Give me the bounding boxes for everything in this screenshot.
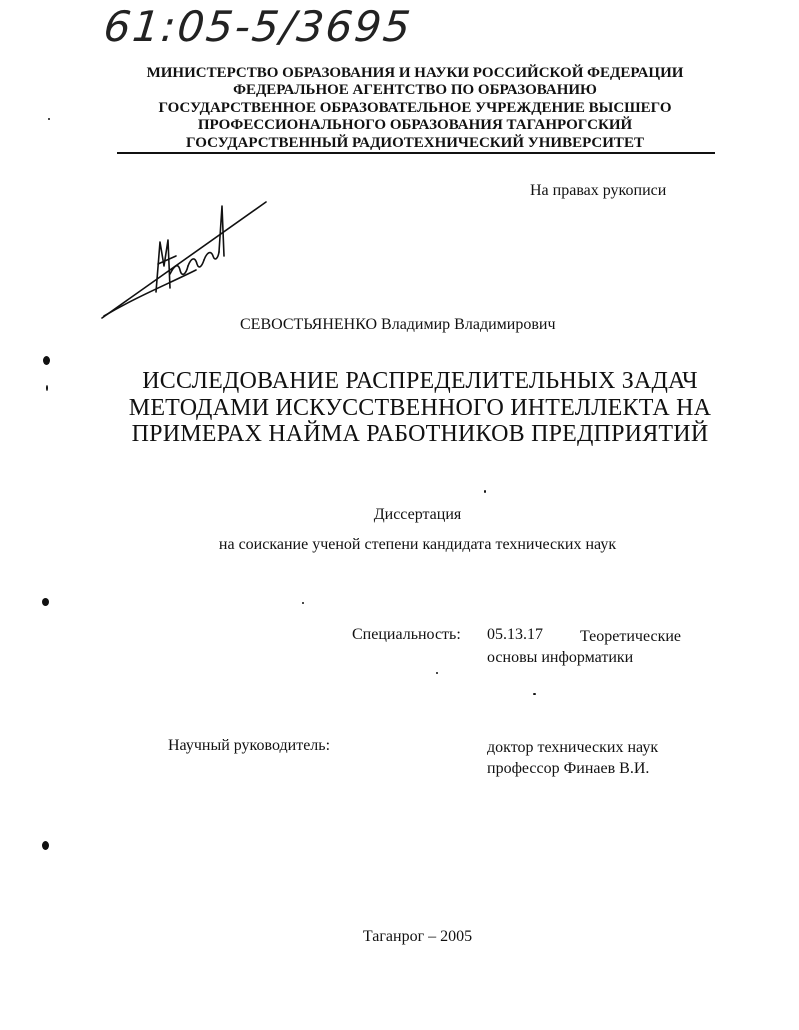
scan-speck bbox=[46, 385, 48, 391]
dissertation-title bbox=[100, 368, 740, 448]
scan-speck bbox=[48, 118, 50, 120]
scan-speck bbox=[42, 841, 49, 850]
scan-speck bbox=[43, 356, 50, 365]
handwritten-catalog-code: 61:05-5/3695 bbox=[101, 2, 415, 51]
ministry-line: ФЕДЕРАЛЬНОЕ АГЕНТСТВО ПО ОБРАЗОВАНИЮ bbox=[233, 82, 597, 99]
ministry-line: ГОСУДАРСТВЕННЫЙ РАДИОТЕХНИЧЕСКИЙ УНИВЕРСИТЕТ bbox=[186, 134, 644, 151]
scan-speck bbox=[42, 598, 49, 606]
scan-speck bbox=[302, 602, 304, 604]
specialty-code: 05.13.17 bbox=[487, 626, 543, 643]
header-divider bbox=[117, 152, 715, 154]
author-name: СЕВОСТЬЯНЕНКО Владимир Владимирович bbox=[240, 316, 556, 333]
institution-header bbox=[100, 65, 730, 152]
title-line: МЕТОДАМИ ИСКУССТВЕННОГО ИНТЕЛЛЕКТА НА bbox=[128, 394, 712, 421]
dissertation-type: Диссертация bbox=[373, 506, 462, 523]
title-line: ПРИМЕРАХ НАЙМА РАБОТНИКОВ ПРЕДПРИЯТИЙ bbox=[131, 421, 709, 447]
specialty-name: Теоретические основы информатики bbox=[487, 628, 682, 666]
scan-speck bbox=[484, 490, 486, 493]
ministry-line: ГОСУДАРСТВЕННОЕ ОБРАЗОВАТЕЛЬНОЕ УЧРЕЖДЕНИЕ ВЫСШЕГО bbox=[158, 99, 672, 116]
supervisor-degree: доктор технических наук bbox=[487, 739, 659, 756]
city-year: Таганрог – 2005 bbox=[362, 928, 473, 945]
dissertation-purpose: на соискание ученой степени кандидата технических наук bbox=[218, 536, 617, 553]
supervisor-info bbox=[487, 737, 658, 779]
ministry-line: ПРОФЕССИОНАЛЬНОГО ОБРАЗОВАНИЯ ТАГАНРОГСКИЙ bbox=[197, 117, 633, 134]
manuscript-note: На правах рукописи bbox=[530, 182, 667, 199]
scan-speck bbox=[436, 672, 438, 674]
supervisor-name: профессор Финаев В.И. bbox=[487, 760, 650, 777]
supervisor-label: Научный руководитель: bbox=[168, 737, 331, 754]
signature-icon bbox=[98, 196, 278, 326]
title-line: ИССЛЕДОВАНИЕ РАСПРЕДЕЛИТЕЛЬНЫХ ЗАДАЧ bbox=[142, 368, 698, 394]
ministry-line: МИНИСТЕРСТВО ОБРАЗОВАНИЯ И НАУКИ РОССИЙСКОЙ ФЕДЕРАЦИИ bbox=[146, 65, 684, 81]
scan-speck bbox=[533, 693, 536, 695]
specialty-label: Специальность: bbox=[352, 626, 461, 643]
